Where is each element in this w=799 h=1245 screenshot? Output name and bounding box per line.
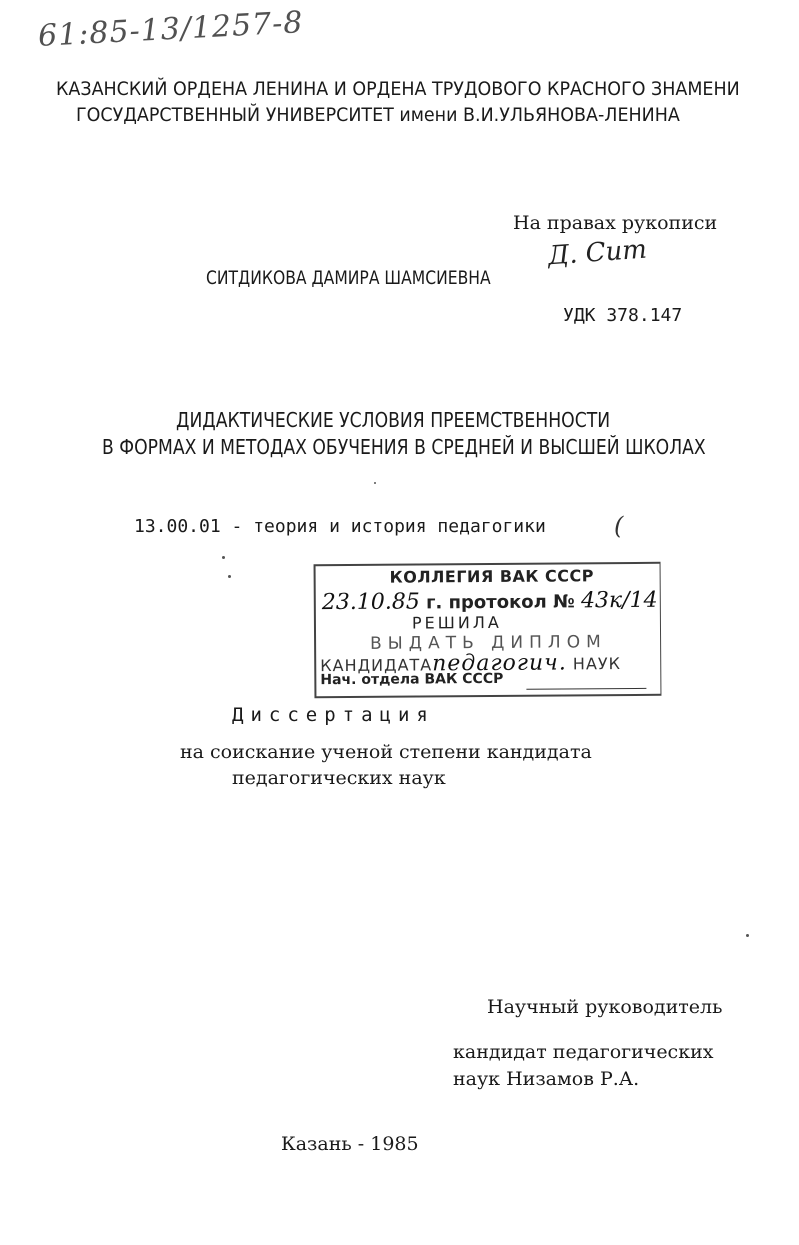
thesis-purpose-line-2: педагогических наук: [232, 767, 446, 789]
stamp-department-line: Нач. отдела ВАК СССР: [320, 670, 504, 689]
stamp-signature-underline: [526, 688, 646, 690]
paper-speck: [228, 575, 231, 578]
thesis-title-line-2: В ФОРМАХ И МЕТОДАХ ОБУЧЕНИЯ В СРЕДНЕЙ И ВЫСШЕЙ ШКОЛАХ: [102, 435, 706, 459]
archive-number-handwritten: 61:85-13/1257-8: [37, 5, 305, 54]
stamp-collegium-line: КОЛЛЕГИЯ ВАК СССР: [389, 566, 595, 587]
thesis-title-line-1: ДИДАКТИЧЕСКИЕ УСЛОВИЯ ПРЕЕМСТВЕННОСТИ: [176, 408, 611, 432]
author-name: СИТДИКОВА ДАМИРА ШАМСИЕВНА: [206, 267, 491, 289]
stamp-protocol-line: [322, 588, 658, 615]
stamp-decided-line: РЕШИЛА: [411, 612, 502, 633]
thesis-purpose-line-1: на соискание ученой степени кандидата: [180, 741, 592, 763]
advisor-degree-line-1: кандидат педагогических: [453, 1041, 714, 1063]
stamp-issue-diploma-line: ВЫДАТЬ ДИПЛОМ: [370, 632, 607, 654]
institution-name-line-2: ГОСУДАРСТВЕННЫЙ УНИВЕРСИТЕТ имени В.И.УЛЬЯНОВА-ЛЕНИНА: [76, 104, 680, 126]
author-signature: Д. Сит: [547, 234, 648, 272]
thesis-type-label: Диссертация: [232, 704, 435, 726]
stamp-date-handwritten: 23.10.85: [321, 589, 420, 616]
stamp-degree-handwritten: педагогич.: [432, 650, 567, 677]
specialty-handwritten-mark: (: [614, 512, 624, 540]
stamp-degree-suffix: НАУК: [572, 654, 622, 674]
specialty-code: 13.00.01 - теория и история педагогики: [134, 516, 546, 537]
paper-speck: [374, 482, 376, 484]
stamp-protocol-label: г. протокол №: [425, 591, 575, 614]
paper-speck: [222, 556, 225, 559]
city-year: Казань - 1985: [281, 1133, 419, 1155]
stamp-degree-prefix: КАНДИДАТА: [320, 655, 433, 676]
paper-speck: [746, 934, 749, 937]
manuscript-rights-label: На правах рукописи: [513, 212, 718, 234]
udc-code: УДК 378.147: [563, 305, 683, 326]
vak-stamp: [314, 562, 662, 698]
institution-name-line-1: КАЗАНСКИЙ ОРДЕНА ЛЕНИНА И ОРДЕНА ТРУДОВОГО КРАСНОГО ЗНАМЕНИ: [56, 78, 740, 100]
advisor-label: Научный руководитель: [487, 996, 723, 1018]
stamp-protocol-number-handwritten: 43к/14: [580, 587, 658, 614]
advisor-degree-line-2: наук Низамов Р.А.: [453, 1068, 640, 1090]
